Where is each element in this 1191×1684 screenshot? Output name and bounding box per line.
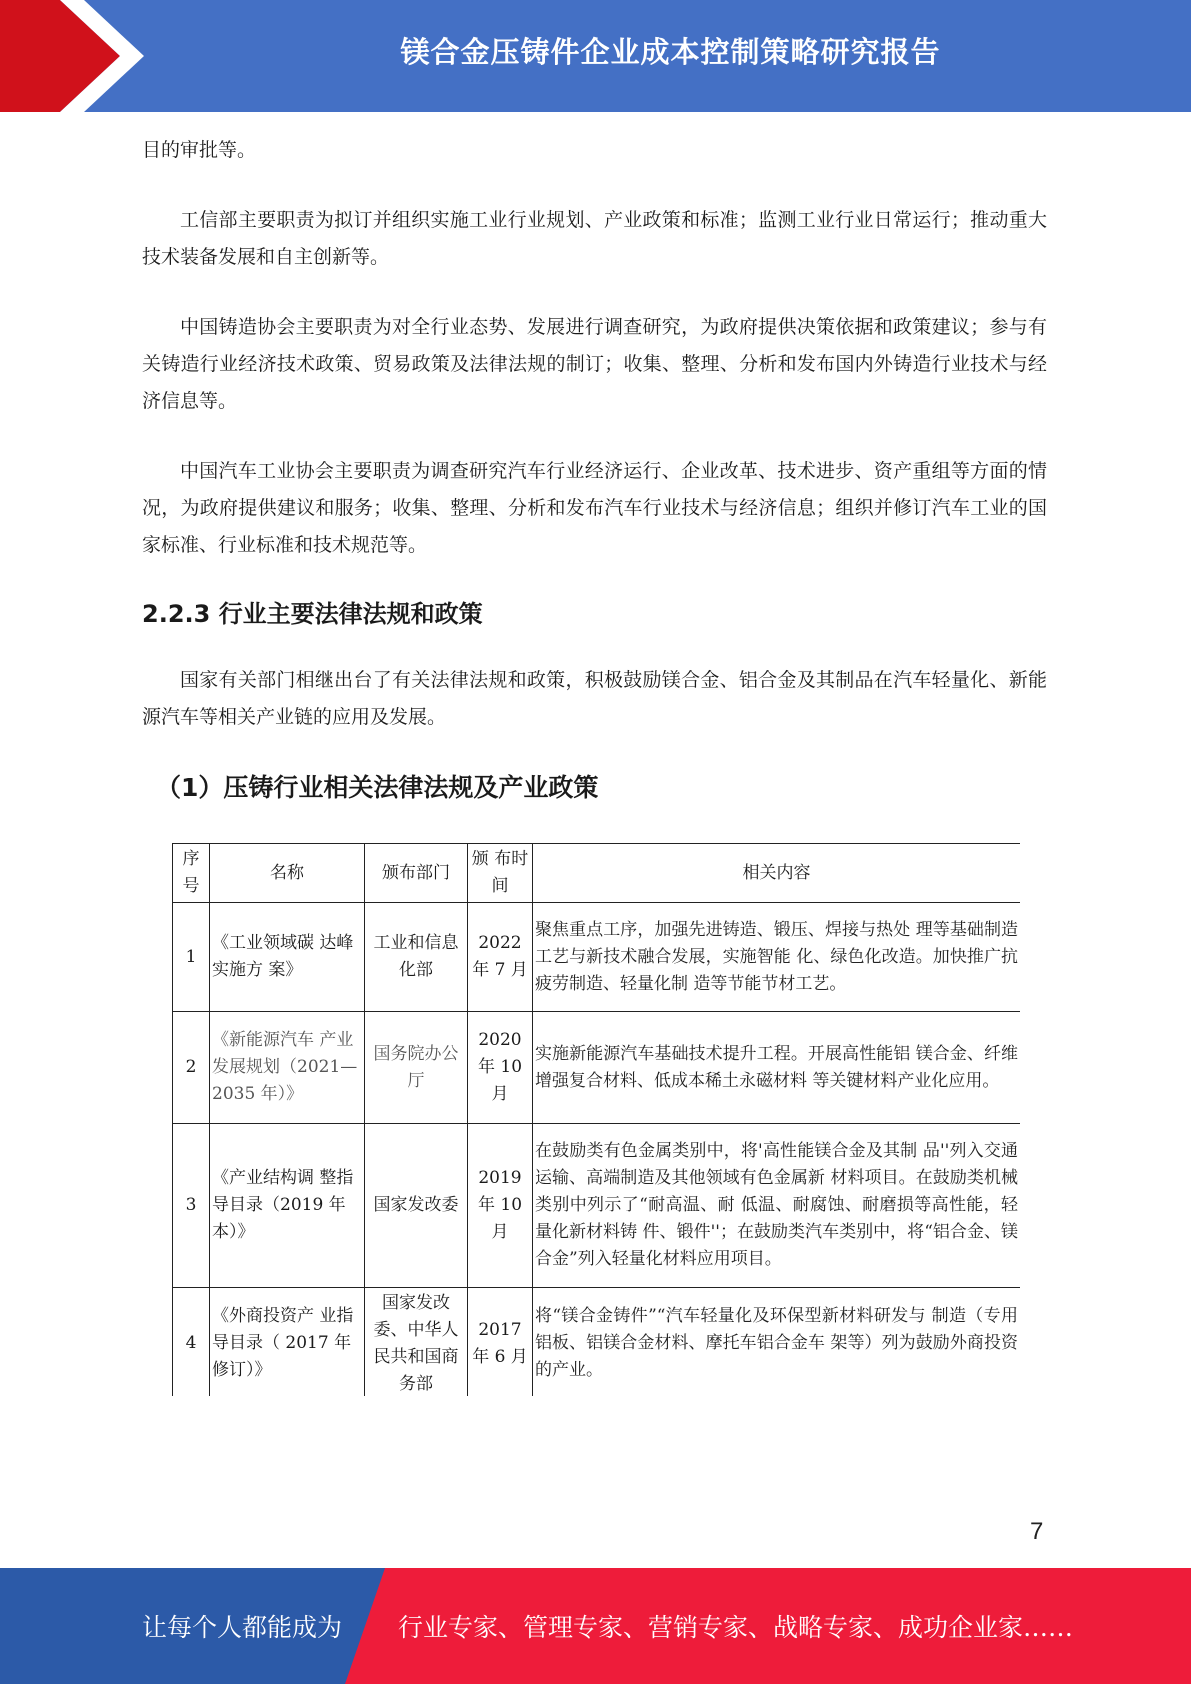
cell-dept: 国家发改委 [365,1124,468,1288]
col-header-dept: 颁布部门 [365,844,468,903]
cell-time: 2019 年 10 月 [468,1124,533,1288]
paragraph-policy-intro: 国家有关部门相继出台了有关法律法规和政策，积极鼓励镁合金、铝合金及其制品在汽车轻量化、新能源汽车等相关产业链的应用及发展。 [142,669,1047,728]
col-header-content: 相关内容 [533,844,1021,903]
cell-name: 《工业领域碳 达峰实施方 案》 [210,903,365,1012]
cell-dept: 国家发改委、中华人民共和国商务部 [365,1288,468,1397]
policy-table-wrapper [172,843,1020,1396]
paragraph-foundry-association: 中国铸造协会主要职责为对全行业态势、发展进行调查研究，为政府提供决策依据和政策建议；参与有关铸造行业经济技术政策、贸易政策及法律法规的制订；收集、整理、分析和发布国内外铸造行业技术与经济信息等。 [142,316,1047,412]
header-chevron-logo [0,0,150,112]
paragraph-auto-association: 中国汽车工业协会主要职责为调查研究汽车行业经济运行、企业改革、技术进步、资产重组等方面的情况，为政府提供建议和服务；收集、整理、分析和发布汽车行业技术与经济信息；组织并修订汽车工业的国家标准、行业标准和技术规范等。 [142,460,1047,556]
cell-name: 《产业结构调 整指导目录（2019 年本）》 [210,1124,365,1288]
page-footer [0,1568,1191,1684]
cell-time: 2017 年 6 月 [468,1288,533,1397]
col-header-name: 名称 [210,844,365,903]
table-row [173,1288,1021,1397]
page-number: 7 [1030,1518,1044,1545]
cell-content: 将“镁合金铸件”“汽车轻量化及环保型新材料研发与 制造（专用铝板、铝镁合金材料、摩托车铝合金车 架等）列为鼓励外商投资的产业。 [533,1288,1021,1397]
col-header-no: 序号 [173,844,210,903]
cell-content: 实施新能源汽车基础技术提升工程。开展高性能铝 镁合金、纤维增强复合材料、低成本稀土永磁材料 等关键材料产业化应用。 [533,1012,1021,1124]
cell-dept: 国务院办公厅 [365,1012,468,1124]
page-header [0,0,1191,112]
paragraph-miit: 工信部主要职责为拟订并组织实施工业行业规划、产业政策和标准；监测工业行业日常运行；推动重大技术装备发展和自主创新等。 [142,209,1047,268]
table-row [173,1124,1021,1288]
cell-content: 在鼓励类有色金属类别中，将'高性能镁合金及其制 品''列入交通运输、高端制造及其他领域有色金属新 材料项目。在鼓励类机械类别中列示了“耐高温、耐 低温、耐腐蚀、耐磨损等高性能，轻量化新材料铸 件、锻件''；在鼓励类汽车类别中，将“铝合金、镁 合金”列入轻量化材料应用项目。 [533,1124,1021,1288]
cell-name: 《外商投资产 业指导目录（ 2017 年 修订）》 [210,1288,365,1397]
cell-content: 聚焦重点工序，加强先进铸造、锻压、焊接与热处 理等基础制造工艺与新技术融合发展，实施智能 化、绿色化改造。加快推广抗疲劳制造、轻量化制 造等节能节材工艺。 [533,903,1021,1012]
table-row [173,1012,1021,1124]
footer-slogan-left: 让每个人都能成为 [142,1613,343,1642]
paragraph-continuation: 目的审批等。 [142,139,257,161]
cell-no: 3 [173,1124,210,1288]
cell-dept: 工业和信息化部 [365,903,468,1012]
cell-no: 1 [173,903,210,1012]
cell-name: 《新能源汽车 产业发展规划（2021—2035 年）》 [210,1012,365,1124]
cell-time: 2020 年 10 月 [468,1012,533,1124]
cell-no: 2 [173,1012,210,1124]
report-title: 镁合金压铸件企业成本控制策略研究报告 [400,34,941,69]
table-header-row [173,844,1021,903]
main-content [142,132,1047,818]
policy-table [172,843,1020,1396]
cell-time: 2022 年 7 月 [468,903,533,1012]
section-heading: 2.2.3 行业主要法律法规和政策 [142,600,483,628]
subsection-heading: （1）压铸行业相关法律法规及产业政策 [156,773,599,802]
table-row [173,903,1021,1012]
col-header-time: 颁 布时间 [468,844,533,903]
footer-slogan-right: 行业专家、管理专家、营销专家、战略专家、成功企业家…… [398,1613,1074,1642]
cell-no: 4 [173,1288,210,1397]
